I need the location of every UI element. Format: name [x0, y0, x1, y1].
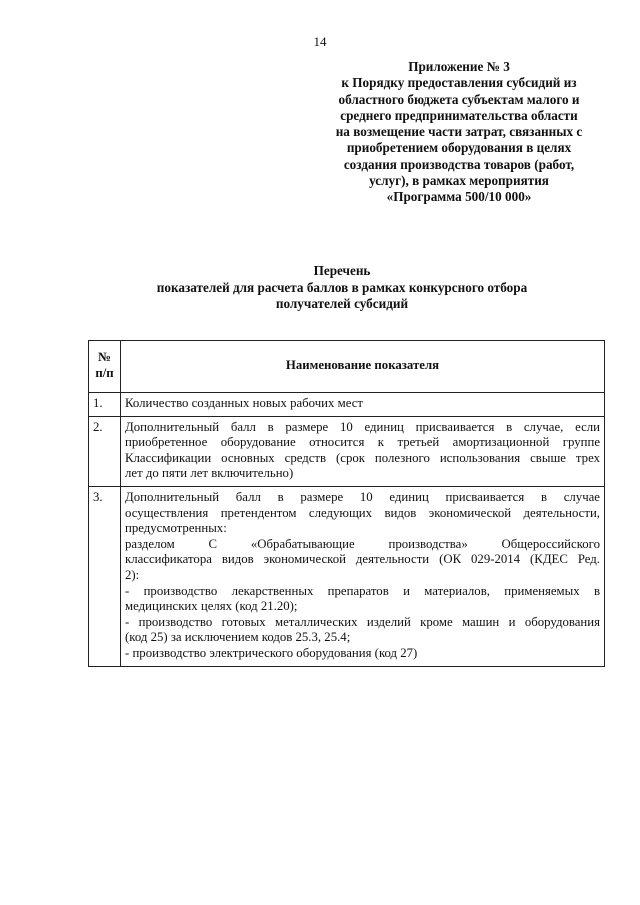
row-number: 3. — [89, 486, 121, 666]
row-text-line: 2): — [125, 567, 140, 582]
title-line: показателей для расчета баллов в рамках конкурсного отбора — [156, 279, 528, 295]
appendix-line: к Порядку предоставления субсидий из — [341, 75, 577, 91]
row-indicator — [121, 393, 605, 417]
row-text-line: медицинских целях (код 21.20); — [125, 599, 298, 614]
row-text-line: осуществления претендентом следующих видов экономической деятельности, — [125, 505, 600, 520]
row-indicator — [121, 486, 605, 666]
row-text-line: Дополнительный балл в размере 10 единиц присваивается в случае, если — [125, 419, 600, 434]
title-line: получателей субсидий — [275, 296, 409, 311]
row-text-line: Количество созданных новых рабочих мест — [125, 396, 363, 410]
appendix-line: приобретением оборудования в целях — [346, 140, 572, 156]
appendix-line: создания производства товаров (работ, — [343, 156, 575, 172]
row-number: 2. — [89, 416, 121, 486]
row-text-line: (код 25) за исключением кодов 25.3, 25.4; — [125, 630, 351, 645]
row-text-line: - производство готовых металлических изделий кроме машин и оборудования — [125, 614, 600, 629]
header-number-sign: № — [98, 350, 111, 365]
row-text-line: классификатора видов экономической деятельности (ОК 029-2014 (КДЕС Ред. — [125, 552, 600, 567]
header-indicator-name: Наименование показателя — [121, 341, 605, 393]
header-number-pp: п/п — [95, 366, 114, 380]
row-text-line: лет до пяти лет включительно) — [125, 466, 294, 481]
appendix-line: среднего предпринимательства области — [340, 107, 578, 123]
appendix-header — [300, 59, 618, 206]
appendix-line: Приложение № 3 — [408, 59, 510, 74]
appendix-line: услуг), в рамках мероприятия — [369, 173, 549, 189]
document-title — [100, 263, 584, 313]
table-row — [89, 486, 605, 666]
row-text-line: Дополнительный балл в размере 10 единиц присваивается в случае — [125, 489, 600, 504]
row-text-line: приобретенное оборудование относится к третьей амортизационной группе — [125, 435, 600, 450]
table-header-row — [89, 341, 605, 393]
header-number — [89, 341, 121, 393]
table-row — [89, 416, 605, 486]
row-text-line: - производство лекарственных препаратов и материалов, применяемых в — [125, 583, 600, 598]
appendix-line: «Программа 500/10 000» — [386, 189, 532, 205]
row-number: 1. — [89, 393, 121, 417]
page-number: 14 — [313, 34, 327, 49]
row-text-line: Классификации основных средств (срок полезного использования свыше трех — [125, 450, 600, 465]
appendix-line: на возмещение части затрат, связанных с — [335, 124, 583, 140]
row-text-line: разделом С «Обрабатывающие производства» Общероссийского — [125, 536, 600, 551]
title-line: Перечень — [313, 263, 371, 278]
table-row — [89, 393, 605, 417]
row-text-line: - производство электрического оборудования (код 27) — [125, 645, 418, 660]
row-indicator — [121, 416, 605, 486]
appendix-line: областного бюджета субъектам малого и — [338, 91, 580, 107]
indicators-table — [88, 340, 605, 667]
row-text-line: предусмотренных: — [125, 521, 227, 536]
